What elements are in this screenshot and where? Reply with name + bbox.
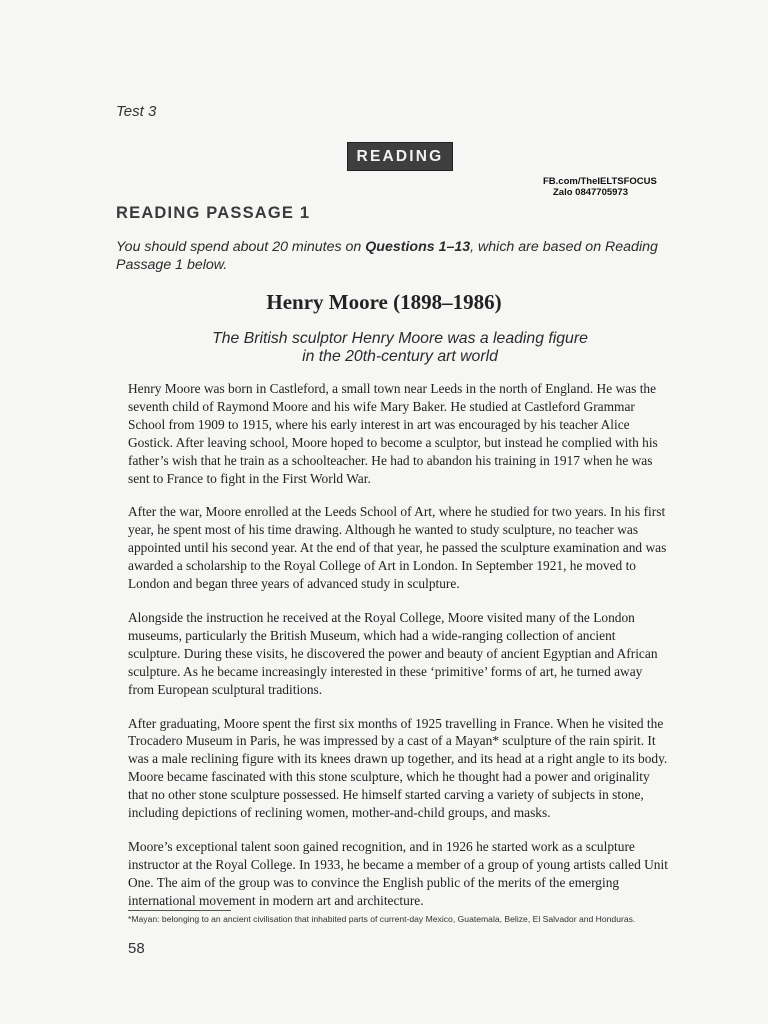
paragraph: After the war, Moore enrolled at the Leeds School of Art, where he studied for two years. In his first year, he spent most of his time drawing. Although he wanted to study sculpture, no teacher was appointed until his second year. At the end of that year, he passed the sculpture examination and was awarded a scholarship to the Royal College of Art in London. In September 1921, he moved to London and began three years of advanced study in sculpture.	[128, 504, 667, 592]
watermark-line: Zalo 0847705973	[553, 187, 629, 198]
subtitle-line: in the 20th-century art world	[302, 348, 498, 365]
instructions-questions: Questions 1–13	[365, 239, 471, 255]
instructions-text: You should spend about 20 minutes on	[116, 239, 366, 255]
footnote: *Mayan: belonging to an ancient civilisation that inhabited parts of current-day Mexico, Guatemala, Belize, El Salvador and Honduras.	[128, 914, 636, 924]
instructions	[116, 238, 676, 274]
paragraph: Henry Moore was born in Castleford, a small town near Leeds in the north of England. He was the seventh child of Raymond Moore and his wife Mary Baker. He studied at Castleford Grammar School from 1909 to 1915, where his early interest in art was encouraged by his teacher Alice Gostick. After leaving school, Moore hoped to become a sculptor, but instead he complied with his father’s wish that he train as a schoolteacher. He had to abandon his training in 1917 when he was sent to France to fight in the First World War.	[128, 381, 658, 486]
section-banner: READING	[347, 142, 453, 171]
page-number: 58	[128, 940, 145, 957]
paragraph: Moore’s exceptional talent soon gained recognition, and in 1926 he started work as a sculpture instructor at the Royal College. In 1933, he became a member of a group of young artists called Unit One. The aim of the group was to convince the English public of the merits of the emerging international movement in modern art and architecture.	[128, 838, 668, 908]
passage-heading: READING PASSAGE 1	[116, 204, 311, 222]
article-title: Henry Moore (1898–1986)	[266, 290, 502, 314]
article-subtitle	[180, 330, 620, 366]
subtitle-line: The British sculptor Henry Moore was a leading figure	[212, 330, 588, 347]
watermark-line: FB.com/TheIELTSFOCUS	[543, 176, 657, 187]
paragraph: After graduating, Moore spent the first six months of 1925 travelling in France. When he visited the Trocadero Museum in Paris, he was impressed by a cast of a Mayan* sculpture of the rain spirit. It was a male reclining figure with its knees drawn up together, and its head at a right angle to its body. Moore became fascinated with this stone sculpture, which he thought had a power and originality that no other stone sculpture possessed. He himself started carving a variety of subjects in stone, including depictions of reclining women, mother-and-child groups, and masks.	[128, 715, 668, 821]
footnote-divider	[128, 910, 231, 911]
instructions-text: , which are based on Reading Passage 1 below.	[116, 239, 658, 273]
watermark	[543, 176, 657, 198]
paragraph: Alongside the instruction he received at the Royal College, Moore visited many of the London museums, particularly the British Museum, which had a wide-ranging collection of ancient sculpture. During these visits, he discovered the power and beauty of ancient Egyptian and African sculpture. As he became increasingly interested in these ‘primitive’ forms of art, he turned away from European sculptural traditions.	[128, 609, 658, 697]
passage-body	[128, 380, 668, 926]
test-label: Test 3	[116, 103, 157, 120]
